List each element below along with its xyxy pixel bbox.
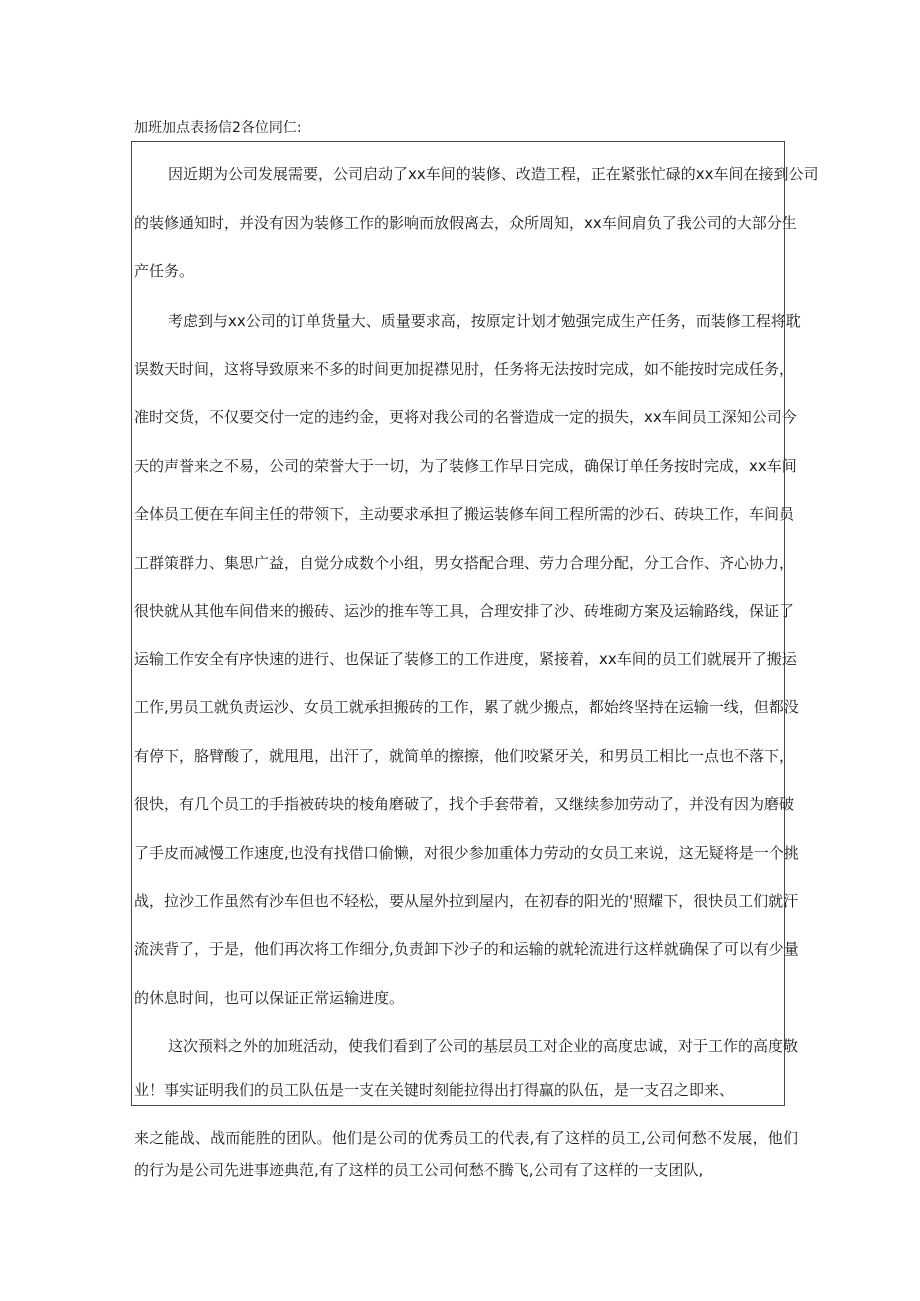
- content-frame: [131, 141, 819, 1106]
- text-line: 全体员工便在车间主任的带领下，主动要求承担了搬运装修车间工程所需的沙石、砖块工作，车间员: [134, 505, 795, 523]
- text-line: 误数天时间，这将导致原来不多的时间更加捉襟见肘，任务将无法按时完成，如不能按时完成任务，: [134, 360, 795, 378]
- text-line: 的装修通知时，并没有因为装修工作的影响而放假离去，众所周知，xx车间肩负了我公司的大部分生: [134, 214, 797, 232]
- text-line: 的行为是公司先进事迹典范,有了这样的员工公司何愁不腾飞,公司有了这样的一支团队,: [134, 1161, 704, 1179]
- text-line: 业！事实证明我们的员工队伍是一支在关键时刻能拉得出打得赢的队伍，是一支召之即来、: [134, 1081, 735, 1099]
- text-line: 工群策群力、集思广益，自觉分成数个小组，男女搭配合理、劳力合理分配，分工合作、齐心协力，: [134, 554, 795, 572]
- text-line: 了手皮而减慢工作速度,也没有找借口偷懒，对很少参加重体力劳动的女员工来说，这无疑将是一个挑: [134, 844, 799, 862]
- text-line: 战，拉沙工作虽然有沙车但也不轻松，要从屋外拉到屋内，在初春的阳光的'照耀下，很快员工们就汗: [134, 892, 799, 910]
- text-line: 运输工作安全有序快速的进行、也保证了装修工的工作进度，紧接着，xx车间的员工们就展开了搬运: [134, 650, 797, 668]
- text-line: 很快，有几个员工的手指被砖块的棱角磨破了，找个手套带着，又继续参加劳动了，并没有因为磨破: [134, 795, 795, 813]
- text-line: 流浃背了，于是，他们再次将工作细分,负责卸下沙子的和运输的就轮流进行这样就确保了可以有少量: [134, 940, 799, 958]
- text-line: 工作,男员工就负责运沙、女员工就承担搬砖的工作，累了就少搬点，都始终坚持在运输一线，但都没: [134, 698, 799, 716]
- text-line: 很快就从其他车间借来的搬砖、运沙的推车等工具，合理安排了沙、砖堆砌方案及运输路线，保证了: [134, 602, 795, 620]
- text-line: 产任务。: [134, 262, 195, 280]
- text-line: 因近期为公司发展需要，公司启动了xx车间的装修、改造工程，正在紧张忙碌的xx车间在接到公司: [168, 165, 819, 183]
- text-line: 的休息时间，也可以保证正常运输进度。: [134, 989, 405, 1007]
- text-line: 来之能战、战而能胜的团队。他们是公司的优秀员工的代表,有了这样的员工,公司何愁不发展，他们: [134, 1129, 798, 1147]
- text-line: 这次预料之外的加班活动，使我们看到了公司的基层员工对企业的高度忠诚，对于工作的高度敬: [168, 1037, 799, 1055]
- text-line: 考虑到与xx公司的订单货量大、质量要求高，按原定计划才勉强完成生产任务，而装修工程将耽: [168, 312, 801, 330]
- document-heading: 加班加点表扬信2各位同仁:: [134, 120, 302, 136]
- text-line: 天的声誉来之不易，公司的荣誉大于一切，为了装修工作早日完成，确保订单任务按时完成，xx车间: [134, 457, 797, 475]
- text-line: 准时交货，不仅要交付一定的违约金，更将对我公司的名誉造成一定的损失，xx车间员工深知公司今: [134, 408, 797, 426]
- text-line: 有停下，胳臂酸了，就甩甩，出汗了，就简单的擦擦，他们咬紧牙关，和男员工相比一点也不落下，: [134, 747, 795, 765]
